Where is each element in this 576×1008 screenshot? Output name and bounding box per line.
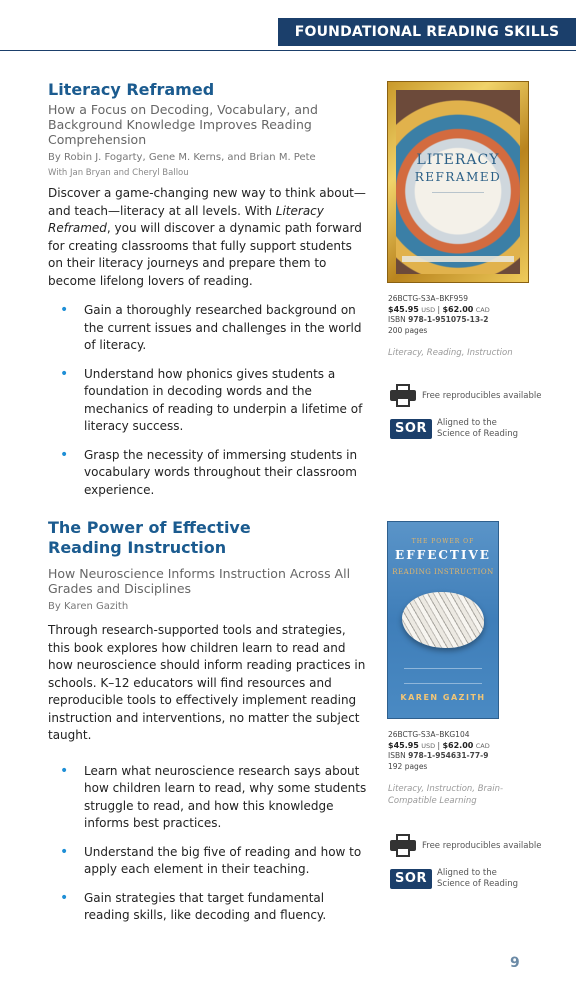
bullet-icon: • [60,446,69,463]
cover-art [396,90,520,274]
book-bullet-list [48,763,368,925]
title-line: The Power of Effective [48,518,251,537]
book-bullet-list [48,302,368,499]
bullet-text: Learn what neuroscience research says about how children learn to read, why some students struggle to read, and how this knowledge informs best practices. [84,763,367,830]
book-meta [388,294,548,336]
isbn-line [388,751,548,762]
book-meta [388,730,548,772]
isbn-label: ISBN [388,751,406,760]
bullet-icon: • [60,889,69,906]
title-line: Reading Instruction [48,538,227,557]
bullet-icon: • [60,762,69,779]
bullet-text: Grasp the necessity of immersing students in vocabulary words throughout their classroom experience. [84,447,358,497]
page-count: 192 pages [388,761,428,771]
list-item [48,366,368,436]
sor-text [437,868,518,890]
price-usd: $45.95 [388,304,419,314]
price-line: $45.95 USD | $62.00 CAD [388,304,490,314]
book-description [48,185,368,290]
book-tags: Literacy, Reading, Instruction [388,348,513,358]
bullet-text: Understand the big five of reading and how to apply each element in their teaching. [84,844,362,876]
sor-text-line: Science of Reading [437,429,519,439]
book-cover-literacy-reframed[interactable] [388,82,528,282]
product-code: 26BCTG-S3A–BKF959 [388,294,468,303]
cover-title: LITERACY [416,152,500,168]
sor-badge-row [390,868,518,890]
list-item [48,890,368,925]
description-title-italic: Literacy Reframed [48,203,324,235]
description-text: , you will discover a dynamic path forward for creating classrooms that fully support students on their literacy journeys and prepare them to become lifelong lovers of reading. [48,221,362,288]
isbn-label: ISBN [388,315,406,324]
reproducibles-badge [390,384,541,408]
book-1-details [48,80,368,510]
price-cad: $62.00 [442,304,474,314]
page-number: 9 [510,955,520,971]
list-item [48,302,368,355]
sor-badge-row [390,418,518,440]
book-authors: By Robin J. Fogarty, Gene M. Kerns, and Brian M. Pete [48,152,316,163]
cover-author: KAREN GAZITH [400,693,486,702]
book-1-sidebar [388,82,548,360]
book-2-sidebar [388,522,548,807]
cover-title: EFFECTIVE [395,548,491,562]
currency-label: USD [421,305,436,314]
book-cover-power-of-effective-reading[interactable] [388,522,498,718]
bullet-text: Gain a thoroughly researched background on the current issues and challenges in the world of literacy. [84,303,362,352]
cover-text: THE POWER OF [411,538,475,545]
bullet-icon: • [60,843,69,860]
sor-text-line: Aligned to the [437,868,497,878]
sor-text-line: Science of Reading [437,879,519,889]
isbn-line [388,315,548,326]
price-usd: $45.95 [388,740,419,750]
header-rule [0,50,576,51]
reproducibles-text: Free reproducibles available [422,840,542,851]
isbn-number: 978-1-954631-77-9 [408,751,489,760]
page-count: 200 pages [388,325,428,335]
book-contributors: With Jan Bryan and Cheryl Ballou [48,168,189,178]
printer-icon [390,384,416,408]
bullet-text: Understand how phonics gives students a foundation in decoding words and the mechanics of reading to underpin a lifetime of literacy success. [84,366,363,433]
sor-text-line: Aligned to the [437,418,497,428]
book-description: Through research-supported tools and strategies, this book explores how children learn to read and how neuroscience should inform reading practices in schools. K–12 educators will find resources and reproducible tools to effectively implement reading instruction and interventions, no matter the subject taught. [48,623,366,742]
bullet-icon: • [60,302,69,318]
section-banner: FOUNDATIONAL READING SKILLS [278,18,576,46]
printer-icon [390,834,416,858]
book-subtitle: How a Focus on Decoding, Vocabulary, and Background Knowledge Improves Reading Comprehension [48,102,318,147]
sor-icon: SOR [390,419,432,439]
book-title: Literacy Reframed [48,80,215,99]
cover-title: REFRAMED [414,170,502,184]
bullet-icon: • [60,365,69,382]
bullet-text: Gain strategies that target fundamental reading skills, like decoding and fluency. [84,890,327,922]
list-item [48,763,368,833]
cover-decoration [432,192,484,215]
price-line: $45.95 USD | $62.00 CAD [388,740,490,750]
isbn-number: 978-1-951075-13-2 [408,315,489,324]
description-text: Discover a game-changing new way to think about—and teach—literacy at all levels. With [48,186,366,218]
paper-brain-image [402,592,484,648]
sor-icon: SOR [390,869,432,889]
reproducibles-badge [390,834,541,858]
currency-label: USD [421,741,436,750]
cover-decoration [402,256,514,262]
sor-text [437,418,518,440]
currency-label: CAD [475,741,490,750]
reproducibles-text: Free reproducibles available [422,390,542,401]
book-tags: Literacy, Instruction, Brain-Compatible Learning [388,784,504,806]
list-item [48,447,368,500]
cover-decoration [404,668,482,684]
book-title [48,518,368,558]
currency-label: CAD [475,305,490,314]
book-subtitle: How Neuroscience Informs Instruction Across All Grades and Disciplines [48,566,351,596]
price-cad: $62.00 [442,740,474,750]
book-2-details [48,518,368,936]
list-item [48,844,368,879]
book-authors: By Karen Gazith [48,601,129,612]
product-code: 26BCTG-S3A–BKG104 [388,730,470,739]
cover-subtitle: READING INSTRUCTION [392,568,494,576]
